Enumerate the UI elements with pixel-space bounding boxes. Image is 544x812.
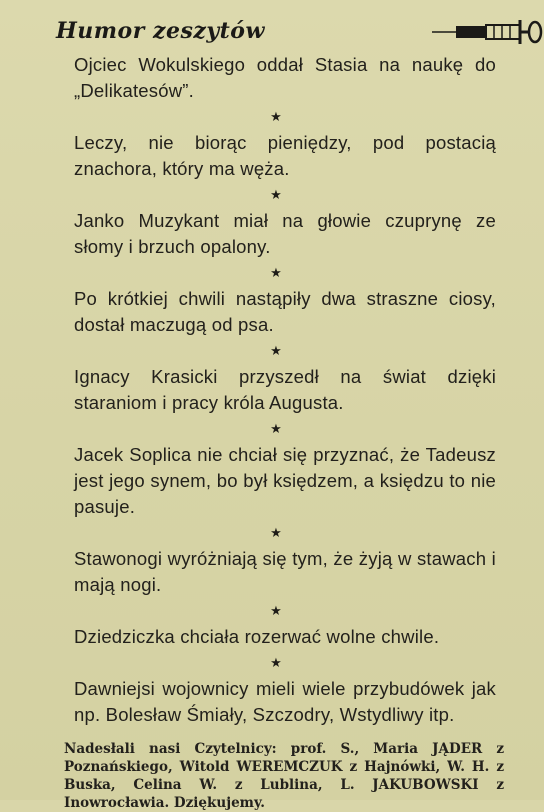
- star-separator-icon: ★: [270, 265, 282, 280]
- joke-item: Ojciec Wokulskiego oddał Stasia na naukę do „Delikatesów”.: [74, 54, 496, 101]
- star-separator-icon: ★: [270, 187, 282, 202]
- star-separator-icon: ★: [270, 343, 282, 358]
- column-title: Humor zeszytów: [56, 18, 265, 44]
- star-separator-icon: ★: [270, 525, 282, 540]
- joke-item: Janko Muzykant miał na głowie czuprynę ze słomy i brzuch opalony.: [74, 210, 496, 257]
- credits-paragraph: Nadesłali nasi Czytelnicy: prof. S., Maria JĄDER z Poznańskiego, Witold WEREMCZUK z Hajnówki, W. H. z Buska, Celina W. z Lublina, L. JAKUBOWSKI z Inowrocławia. Dziękujemy.: [64, 741, 504, 811]
- joke-item: Dziedziczka chciała rozerwać wolne chwile.: [74, 626, 440, 647]
- star-separator-icon: ★: [270, 421, 282, 436]
- syringe-icon: [432, 16, 544, 48]
- joke-item: Jacek Soplica nie chciał się przyznać, że Tadeusz jest jego synem, bo był księdzem, a księdzu to nie pasuje.: [74, 444, 496, 517]
- star-separator-icon: ★: [270, 109, 282, 124]
- star-separator-icon: ★: [270, 655, 282, 670]
- star-separator-icon: ★: [270, 603, 282, 618]
- column-header: [52, 14, 498, 52]
- joke-item: Ignacy Krasicki przyszedł na świat dzięki staraniom i pracy króla Augusta.: [74, 366, 496, 413]
- jokes-list: [52, 52, 498, 728]
- joke-item: Dawniejsi wojownicy mieli wiele przybudówek jak np. Bolesław Śmiały, Szczodry, Wstydliwy itp.: [74, 678, 496, 725]
- joke-item: Leczy, nie biorąc pieniędzy, pod postacią znachora, który ma węża.: [74, 132, 496, 179]
- joke-item: Po krótkiej chwili nastąpiły dwa straszne ciosy, dostał maczugą od psa.: [74, 288, 496, 335]
- joke-item: Stawonogi wyróżniają się tym, że żyją w stawach i mają nogi.: [74, 548, 496, 595]
